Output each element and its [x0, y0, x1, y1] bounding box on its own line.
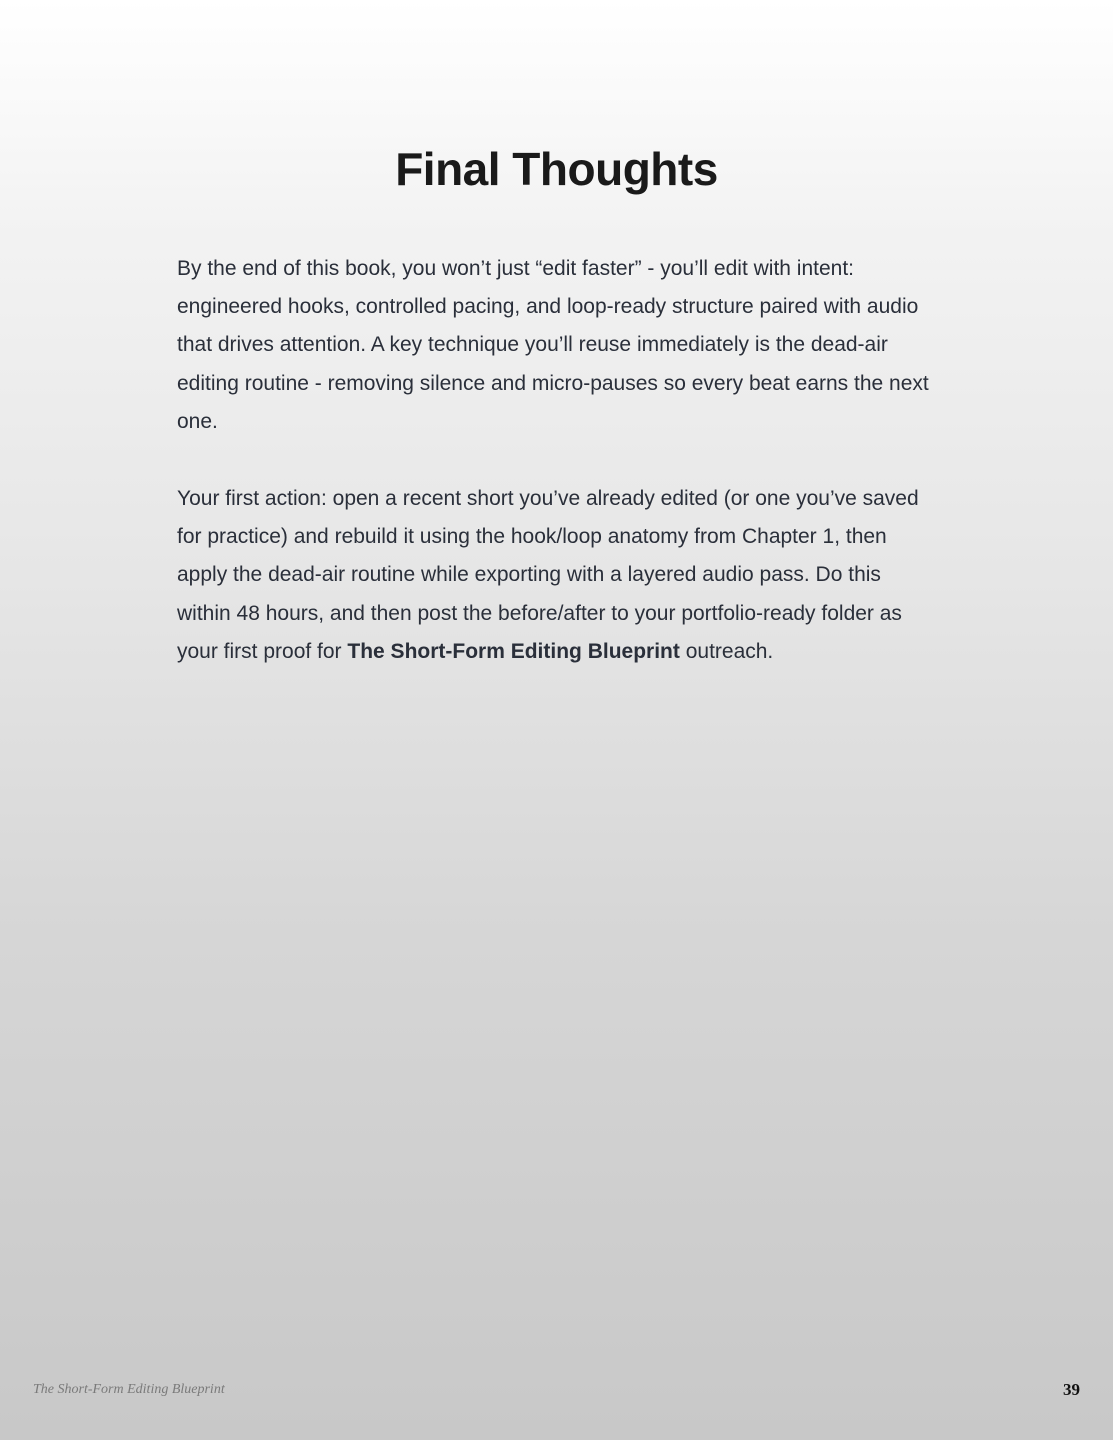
body-text	[177, 250, 937, 710]
footer-book-title: The Short-Form Editing Blueprint	[33, 1382, 225, 1397]
paragraph-intro: By the end of this book, you won’t just “edit faster” - you’ll edit with intent: engineered hooks, controlled pacing, and loop-ready structure paired with audio that drives attention. A key technique you’ll reuse immediately is the dead-air editing routine - removing silence and micro-pauses so every beat earns the next one.	[177, 257, 929, 433]
paragraph-first-action	[177, 480, 937, 671]
paragraph-first-action-tail: outreach.	[679, 639, 774, 663]
page-title: Final Thoughts	[395, 143, 718, 195]
paragraph-first-action-text: Your first action: open a recent short you’ve already edited (or one you’ve saved for practice) and rebuild it using the hook/loop anatomy from Chapter 1, then apply the dead-air routine while exporting with a layered audio pass. Do this within 48 hours, and then post the before/after to your portfolio-ready folder as your first proof for	[177, 487, 919, 663]
page-number: 39	[1063, 1380, 1080, 1399]
book-title-emphasis: The Short-Form Editing Blueprint	[347, 639, 680, 663]
